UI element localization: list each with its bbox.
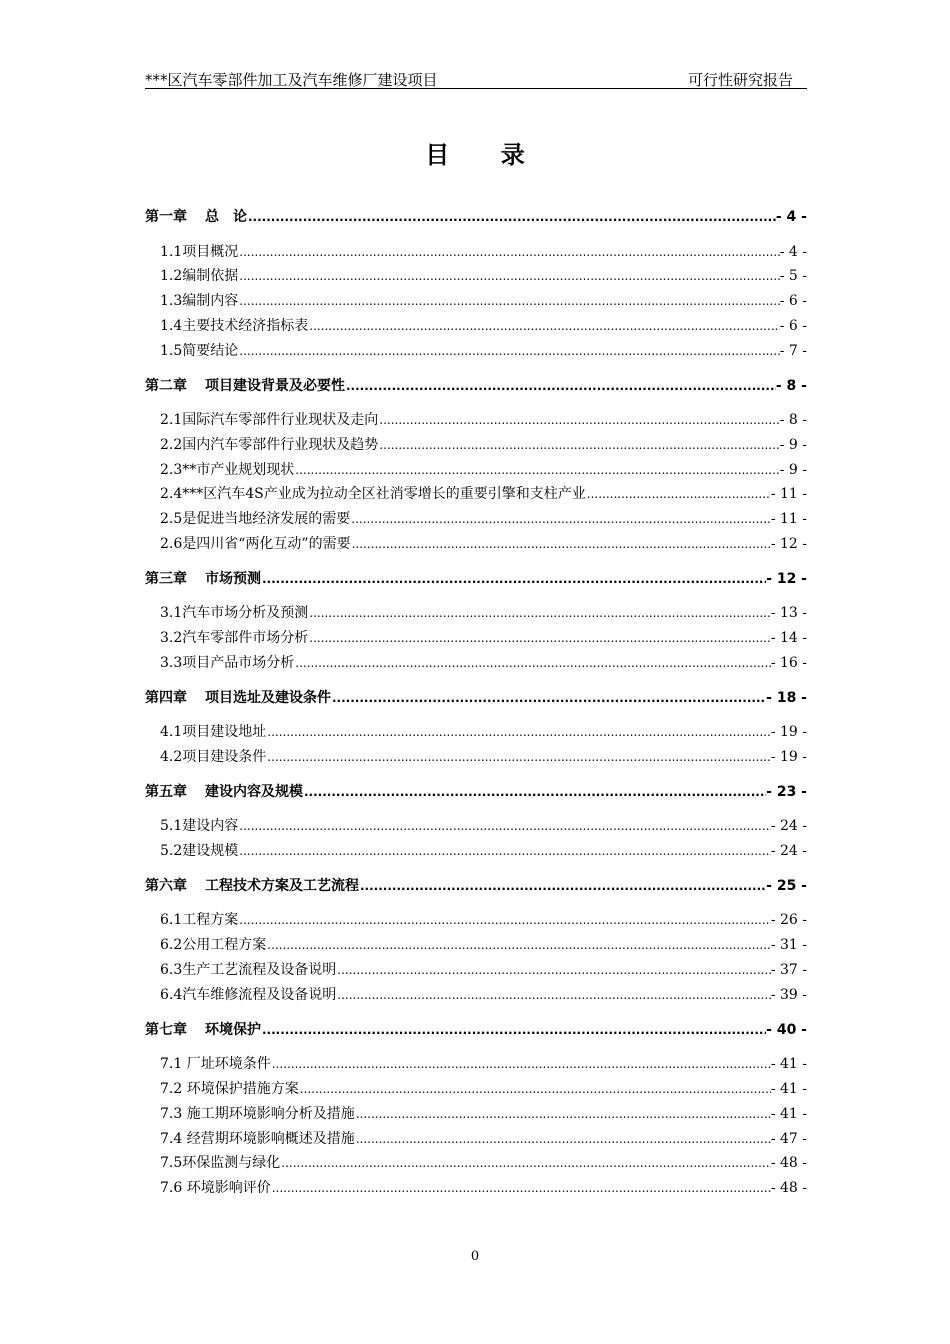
toc-dot-leader: [272, 1055, 771, 1073]
toc-entry-title: 1.3编制内容: [160, 293, 239, 310]
toc-dot-leader: [239, 842, 771, 860]
toc-dot-leader: [332, 689, 766, 707]
toc-section-entry[interactable]: [160, 292, 807, 310]
toc-chapter-number: 第一章: [145, 209, 187, 225]
toc-section-entry[interactable]: [160, 629, 807, 647]
toc-entry-title: 7.2 环境保护措施方案: [160, 1080, 299, 1097]
toc-page-number: - 16 -: [770, 654, 807, 671]
toc-page-number: - 48 -: [770, 1155, 807, 1172]
toc-page-number: - 7 -: [779, 342, 807, 359]
toc-section-entry[interactable]: [160, 485, 807, 503]
toc-entry-title: 6.3生产工艺流程及设备说明: [160, 962, 337, 978]
toc-chapter-title: 项目选址及建设条件: [205, 689, 331, 706]
toc-entry-title: 2.4***区汽车4S产业成为拉动全区社消零增长的重要引擎和支柱产业: [160, 486, 586, 503]
toc-section-entry[interactable]: [160, 842, 807, 860]
toc-page-number: - 40 -: [766, 1021, 807, 1038]
toc-section-entry[interactable]: [160, 411, 807, 429]
toc-section-entry[interactable]: [160, 267, 807, 285]
toc-section-entry[interactable]: [160, 1130, 807, 1148]
toc-dot-leader: [239, 817, 771, 835]
toc-dot-leader: [248, 208, 776, 226]
toc-page-number: - 4 -: [779, 243, 807, 260]
toc-dot-leader: [309, 629, 771, 647]
toc-page-number: - 14 -: [770, 630, 807, 647]
toc-entry-title: 7.5环保监测与绿化: [160, 1155, 281, 1172]
toc-page-number: - 12 -: [770, 536, 807, 552]
toc-entry-title: [145, 877, 359, 895]
toc-page-number: - 37 -: [770, 962, 807, 978]
toc-chapter-title: 建设内容及规模: [205, 783, 303, 800]
toc-dot-leader: [356, 1130, 771, 1148]
toc-page-number: - 19 -: [770, 724, 807, 741]
toc-dot-leader: [379, 436, 779, 454]
toc-page-number: - 8 -: [779, 412, 807, 428]
toc-section-entry[interactable]: [160, 654, 807, 672]
toc-dot-leader: [295, 654, 771, 672]
toc-dot-leader: [239, 911, 771, 929]
toc-dot-leader: [346, 377, 776, 395]
toc-entry-title: 2.5是促进当地经济发展的需要: [160, 511, 351, 528]
toc-entry-title: [145, 689, 331, 707]
page-title: 目 录: [425, 141, 547, 169]
toc-dot-leader: [352, 535, 771, 553]
toc-chapter-entry[interactable]: [145, 208, 807, 226]
toc-section-entry[interactable]: [160, 1179, 807, 1197]
toc-dot-leader: [356, 1105, 771, 1123]
toc-section-entry[interactable]: [160, 986, 807, 1004]
toc-dot-leader: [262, 1021, 766, 1039]
toc-page-number: - 12 -: [766, 570, 807, 587]
toc-chapter-entry[interactable]: [145, 570, 807, 588]
toc-entry-title: 7.4 经营期环境影响概述及措施: [160, 1130, 355, 1147]
toc-chapter-entry[interactable]: [145, 377, 807, 395]
toc-section-entry[interactable]: [160, 436, 807, 454]
toc-entry-title: 2.1国际汽车零部件行业现状及走向: [160, 412, 379, 428]
toc-section-entry[interactable]: [160, 535, 807, 553]
toc-entry-title: 3.3项目产品市场分析: [160, 654, 295, 671]
toc-dot-leader: [239, 243, 779, 261]
running-header: [145, 68, 807, 89]
toc-dot-leader: [300, 1080, 771, 1098]
page-number: 0: [470, 1249, 480, 1264]
toc-chapter-number: 第四章: [145, 689, 187, 706]
toc-dot-leader: [360, 877, 766, 895]
toc-section-entry[interactable]: [160, 243, 807, 261]
toc-section-entry[interactable]: [160, 961, 807, 979]
toc-chapter-number: 第三章: [145, 570, 187, 587]
toc-chapter-number: 第五章: [145, 783, 187, 800]
toc-section-entry[interactable]: [160, 1080, 807, 1098]
toc-page-number: - 48 -: [770, 1180, 807, 1197]
toc-page-number: - 26 -: [770, 912, 807, 929]
toc-page-number: - 11 -: [770, 486, 807, 503]
toc-page-number: - 24 -: [770, 818, 807, 835]
toc-dot-leader: [239, 267, 779, 285]
toc-chapter-title: 总 论: [205, 209, 247, 225]
toc-section-entry[interactable]: [160, 723, 807, 741]
toc-entry-title: 1.5简要结论: [160, 342, 239, 359]
toc-page-number: - 6 -: [779, 317, 807, 334]
toc-dot-leader: [272, 1179, 771, 1197]
toc-page-number: - 24 -: [770, 843, 807, 860]
toc-entry-title: [145, 1021, 261, 1039]
toc-page-number: - 5 -: [779, 268, 807, 285]
toc-chapter-entry[interactable]: [145, 1021, 807, 1039]
toc-dot-leader: [587, 485, 771, 503]
toc-chapter-title: 工程技术方案及工艺流程: [205, 877, 359, 894]
toc-dot-leader: [337, 961, 771, 979]
toc-entry-title: 7.3 施工期环境影响分析及措施: [160, 1105, 355, 1122]
toc-dot-leader: [262, 570, 766, 588]
toc-entry-title: [145, 570, 261, 588]
header-project-title: ***区汽车零部件加工及汽车维修厂建设项目: [145, 71, 438, 89]
toc-entry-title: 5.2建设规模: [160, 843, 239, 860]
toc-section-entry[interactable]: [160, 1055, 807, 1073]
toc-entry-title: 4.2项目建设条件: [160, 749, 267, 765]
toc-page-number: - 11 -: [770, 511, 807, 528]
toc-chapter-title: 环境保护: [205, 1021, 261, 1038]
toc-entry-title: 6.2公用工程方案: [160, 937, 267, 954]
toc-page-number: - 6 -: [779, 293, 807, 310]
toc-page-number: - 39 -: [770, 986, 807, 1003]
toc-chapter-number: 第二章: [145, 377, 187, 394]
toc-chapter-entry[interactable]: [145, 877, 807, 895]
toc-entry-title: 1.1项目概况: [160, 243, 239, 260]
toc-entry-title: [145, 377, 345, 395]
toc-dot-leader: [281, 1154, 771, 1172]
toc-entry-title: 6.1工程方案: [160, 912, 239, 929]
toc-page-number: - 41 -: [770, 1080, 807, 1097]
toc-entry-title: 1.2编制依据: [160, 268, 239, 285]
toc-dot-leader: [351, 510, 771, 528]
toc-entry-title: 4.1项目建设地址: [160, 724, 267, 741]
toc-page-number: - 4 -: [775, 209, 807, 225]
toc-page-number: - 47 -: [770, 1130, 807, 1147]
toc-dot-leader: [267, 936, 771, 954]
toc-section-entry[interactable]: [160, 748, 807, 766]
toc-page-number: - 25 -: [766, 877, 807, 894]
toc-chapter-entry[interactable]: [145, 689, 807, 707]
toc-dot-leader: [267, 723, 771, 741]
toc-section-entry[interactable]: [160, 936, 807, 954]
toc-dot-leader: [239, 342, 779, 360]
toc-entry-title: 6.4汽车维修流程及设备说明: [160, 986, 337, 1003]
toc-entry-title: 1.4主要技术经济指标表: [160, 317, 309, 334]
toc-dot-leader: [309, 317, 779, 335]
header-report-type: 可行性研究报告: [687, 71, 793, 89]
toc-section-entry[interactable]: [160, 604, 807, 622]
toc-dot-leader: [337, 986, 771, 1004]
toc-entry-title: [145, 208, 247, 226]
toc-section-entry[interactable]: [160, 1105, 807, 1123]
toc-page-number: - 9 -: [779, 436, 807, 453]
toc-page-number: - 18 -: [766, 689, 807, 706]
toc-page-number: - 41 -: [770, 1056, 807, 1073]
toc-entry-title: 7.1 厂址环境条件: [160, 1056, 271, 1073]
toc-dot-leader: [267, 748, 771, 766]
toc-entry-title: 2.2国内汽车零部件行业现状及趋势: [160, 436, 379, 453]
toc-dot-leader: [379, 411, 779, 429]
toc-chapter-number: 第七章: [145, 1021, 187, 1038]
toc-section-entry[interactable]: [160, 1154, 807, 1172]
toc-dot-leader: [239, 292, 779, 310]
toc-page-number: - 31 -: [770, 937, 807, 954]
toc-chapter-title: 项目建设背景及必要性: [205, 377, 345, 394]
toc-entry-title: 7.6 环境影响评价: [160, 1180, 271, 1197]
toc-entry-title: 3.1汽车市场分析及预测: [160, 605, 309, 622]
toc-entry-title: 3.2汽车零部件市场分析: [160, 630, 309, 647]
toc-page-number: - 9 -: [779, 461, 807, 478]
toc-page-number: - 19 -: [770, 749, 807, 765]
toc-entry-title: [145, 783, 303, 801]
toc-page-number: - 41 -: [770, 1105, 807, 1122]
toc-dot-leader: [304, 783, 766, 801]
toc-section-entry[interactable]: [160, 342, 807, 360]
toc-chapter-entry[interactable]: [145, 783, 807, 801]
toc-section-entry[interactable]: [160, 911, 807, 929]
toc-section-entry[interactable]: [160, 817, 807, 835]
toc-chapter-title: 市场预测: [205, 570, 261, 587]
toc-dot-leader: [295, 461, 779, 479]
toc-page-number: - 23 -: [766, 783, 807, 800]
toc-page-number: - 13 -: [770, 605, 807, 622]
toc-section-entry[interactable]: [160, 317, 807, 335]
toc-page-number: - 8 -: [775, 377, 807, 394]
toc-chapter-number: 第六章: [145, 877, 187, 894]
toc-section-entry[interactable]: [160, 461, 807, 479]
toc-dot-leader: [309, 604, 771, 622]
toc-section-entry[interactable]: [160, 510, 807, 528]
toc-entry-title: 5.1建设内容: [160, 818, 239, 835]
toc-entry-title: 2.3**市产业规划现状: [160, 461, 295, 478]
toc-entry-title: 2.6是四川省“两化互动”的需要: [160, 536, 351, 552]
